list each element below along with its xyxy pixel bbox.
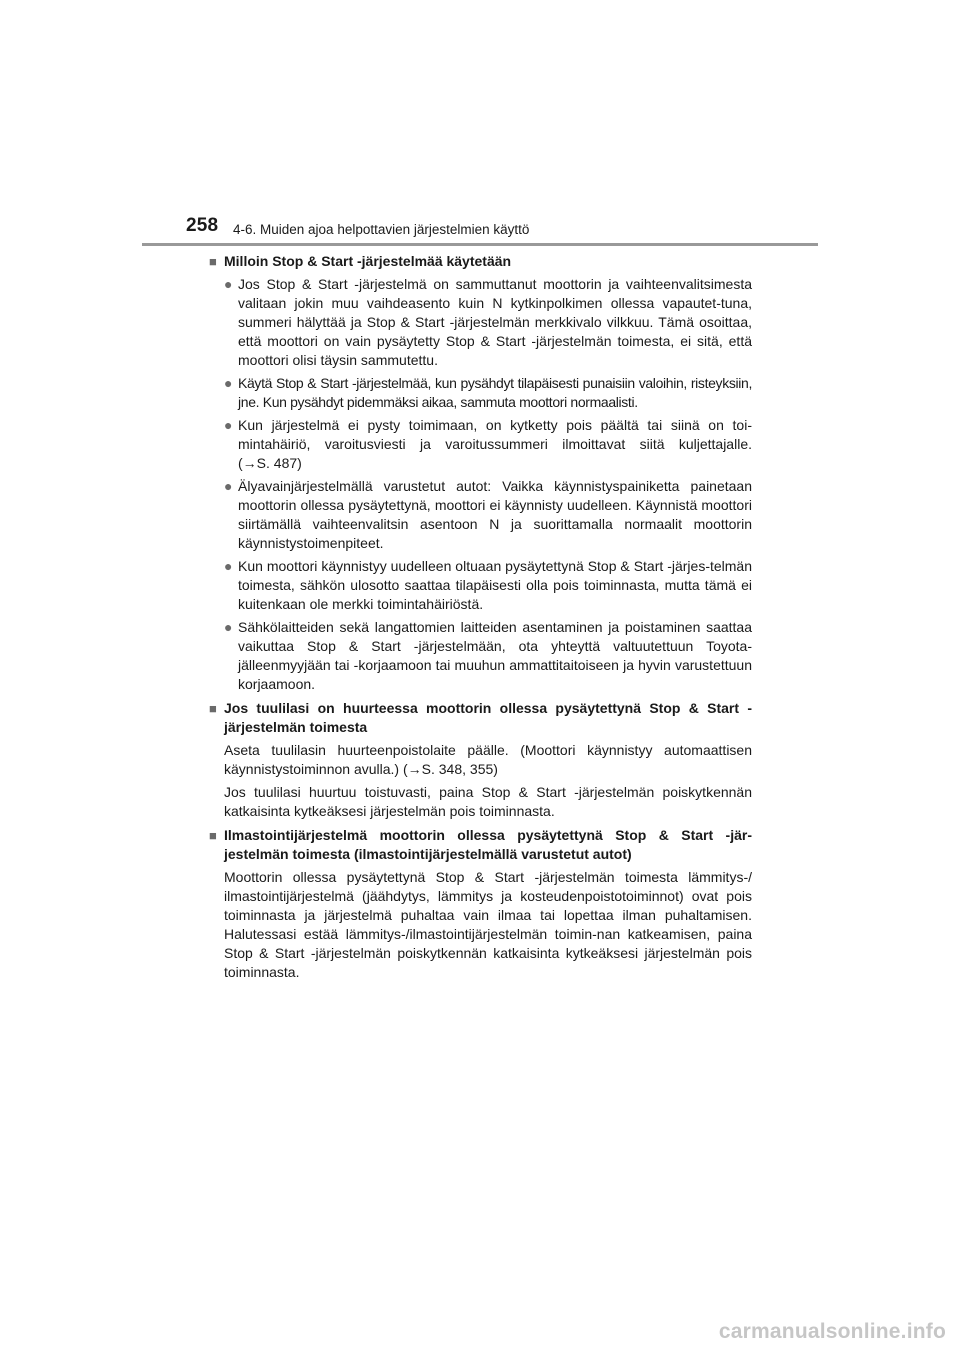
section-stop-start-usage <box>209 252 752 694</box>
list-item <box>224 275 752 370</box>
square-bullet-icon: ■ <box>209 701 217 716</box>
section-heading-text: Milloin Stop & Start -järjestelmää käytetään <box>224 253 512 269</box>
section-heading <box>209 826 752 864</box>
paragraph: Jos tuulilasi huurtuu toistuvasti, paina Stop & Start -järjestelmän poiskytkennän katkaisinta kytkeäksesi järjestelmän pois toiminnasta. <box>224 784 752 819</box>
list-item <box>224 416 752 473</box>
section-heading <box>209 252 752 271</box>
header-rule <box>142 243 818 246</box>
list-item-body <box>238 416 752 473</box>
list-item-text: Jos Stop & Start -järjestelmä on sammuttanut moottorin ja vaihteenvalitsimesta valitaan jokin muu vaihdeasento kuin N kytkinpolkimen ollessa vapautet-tuna, summeri hälyttää ja Stop & Start -järjestelmän merkkivalo vilkkuu. Tämä osoittaa, että moottori on vain pysäytetty Stop & Start -järjestelmän toimesta, ei sitä, että moottori olisi täysin sammutettu. <box>238 276 752 368</box>
circle-bullet-icon: ● <box>224 417 233 433</box>
circle-bullet-icon: ● <box>224 478 233 494</box>
paragraph: Moottorin ollessa pysäytettynä Stop & Start -järjestelmän toimesta lämmitys-/ ilmastointijärjestelmä (jäähdytys, lämmitys ja kosteudenpoistotoiminnot) ovat pois toiminnasta ja järjestelmä puhaltaa vain ilmaa tai lopettaa ilman puhaltamisen. Halutessasi estää lämmitys-/ilmastointijärjestelmän toimin-nan katkeamisen, paina Stop & Start -järjestelmän poiskytkennän katkaisinta kytkeäksesi järjestelmän pois toiminnasta. <box>224 869 752 980</box>
list-item-text: Kun järjestelmä ei pysty toimimaan, on kytketty pois päältä tai siinä on toi-mintahäiriö, varoitusviesti ja varoitussummeri ilmoittavat siitä kuljettajalle. <box>238 417 752 452</box>
list-item-text: Käytä Stop & Start -järjestelmää, kun pysähdyt tilapäisesti punaisiin valoihin, risteyksiin, jne. Kun pysähdyt pidemmäksi aikaa, sammuta moottori normaalisti. <box>238 375 752 410</box>
section-heading-text: Jos tuulilasi on huurteessa moottorin ollessa pysäytettynä Stop & Start -järjestelmän toimesta <box>224 700 752 735</box>
section-air-conditioning <box>209 826 752 982</box>
list-item <box>224 374 752 412</box>
list-item <box>224 557 752 614</box>
section-windshield-fog <box>209 699 752 821</box>
page-reference-link[interactable]: (→S. 348, 355) <box>402 761 498 777</box>
circle-bullet-icon: ● <box>224 619 233 635</box>
circle-bullet-icon: ● <box>224 375 233 391</box>
list-item-text: Kun moottori käynnistyy uudelleen oltuaan pysäytettynä Stop & Start -järjes-telmän toimesta, sähkön ulosotto saattaa tilapäisesti olla pois toiminnasta, mutta tämä ei kuitenkaan ole merkki toimintahäiriöstä. <box>238 558 752 612</box>
page-content <box>209 252 752 986</box>
list-item-text: Älyavainjärjestelmällä varustetut autot: Vaikka käynnistyspainiketta painetaan moottorin ollessa pysäytettynä, moottori ei käynnisty uudelleen. Käynnistä moottori siirtämällä vaihteenvalitsin asentoon N ja suorittamalla normaalit moottorin käynnistystoimenpiteet. <box>238 478 752 551</box>
chapter-title: 4-6. Muiden ajoa helpottavien järjestelmien käyttö <box>233 222 530 237</box>
paragraph-text: Aseta tuulilasin huurteenpoistolaite päälle. (Moottori käynnistyy automaattisen käynnistystoiminnon avulla.) <box>224 742 752 777</box>
page-number: 258 <box>186 215 219 236</box>
square-bullet-icon: ■ <box>209 828 217 843</box>
paragraph <box>224 741 752 779</box>
list-item <box>224 477 752 553</box>
page-reference-link[interactable]: (→S. 487) <box>238 455 302 471</box>
circle-bullet-icon: ● <box>224 558 233 574</box>
section-heading <box>209 699 752 737</box>
section-heading-text: Ilmastointijärjestelmä moottorin ollessa pysäytettynä Stop & Start -jär-jestelmän toimesta (ilmastointijärjestelmällä varustetut autot) <box>224 827 752 862</box>
list-item-text: Sähkölaitteiden sekä langattomien laitteiden asentaminen ja poistaminen saattaa vaikuttaa Stop & Start -järjestelmään, ota yhteyttä valtuutettuun Toyota-jälleenmyyjään tai -korjaamoon tai muuhun ammattitaitoiseen ja hyvin varustettuun korjaamoon. <box>238 619 752 692</box>
square-bullet-icon: ■ <box>209 254 217 269</box>
circle-bullet-icon: ● <box>224 276 233 292</box>
list-item <box>224 618 752 694</box>
site-watermark: carmanualsonline.info <box>718 1320 946 1343</box>
